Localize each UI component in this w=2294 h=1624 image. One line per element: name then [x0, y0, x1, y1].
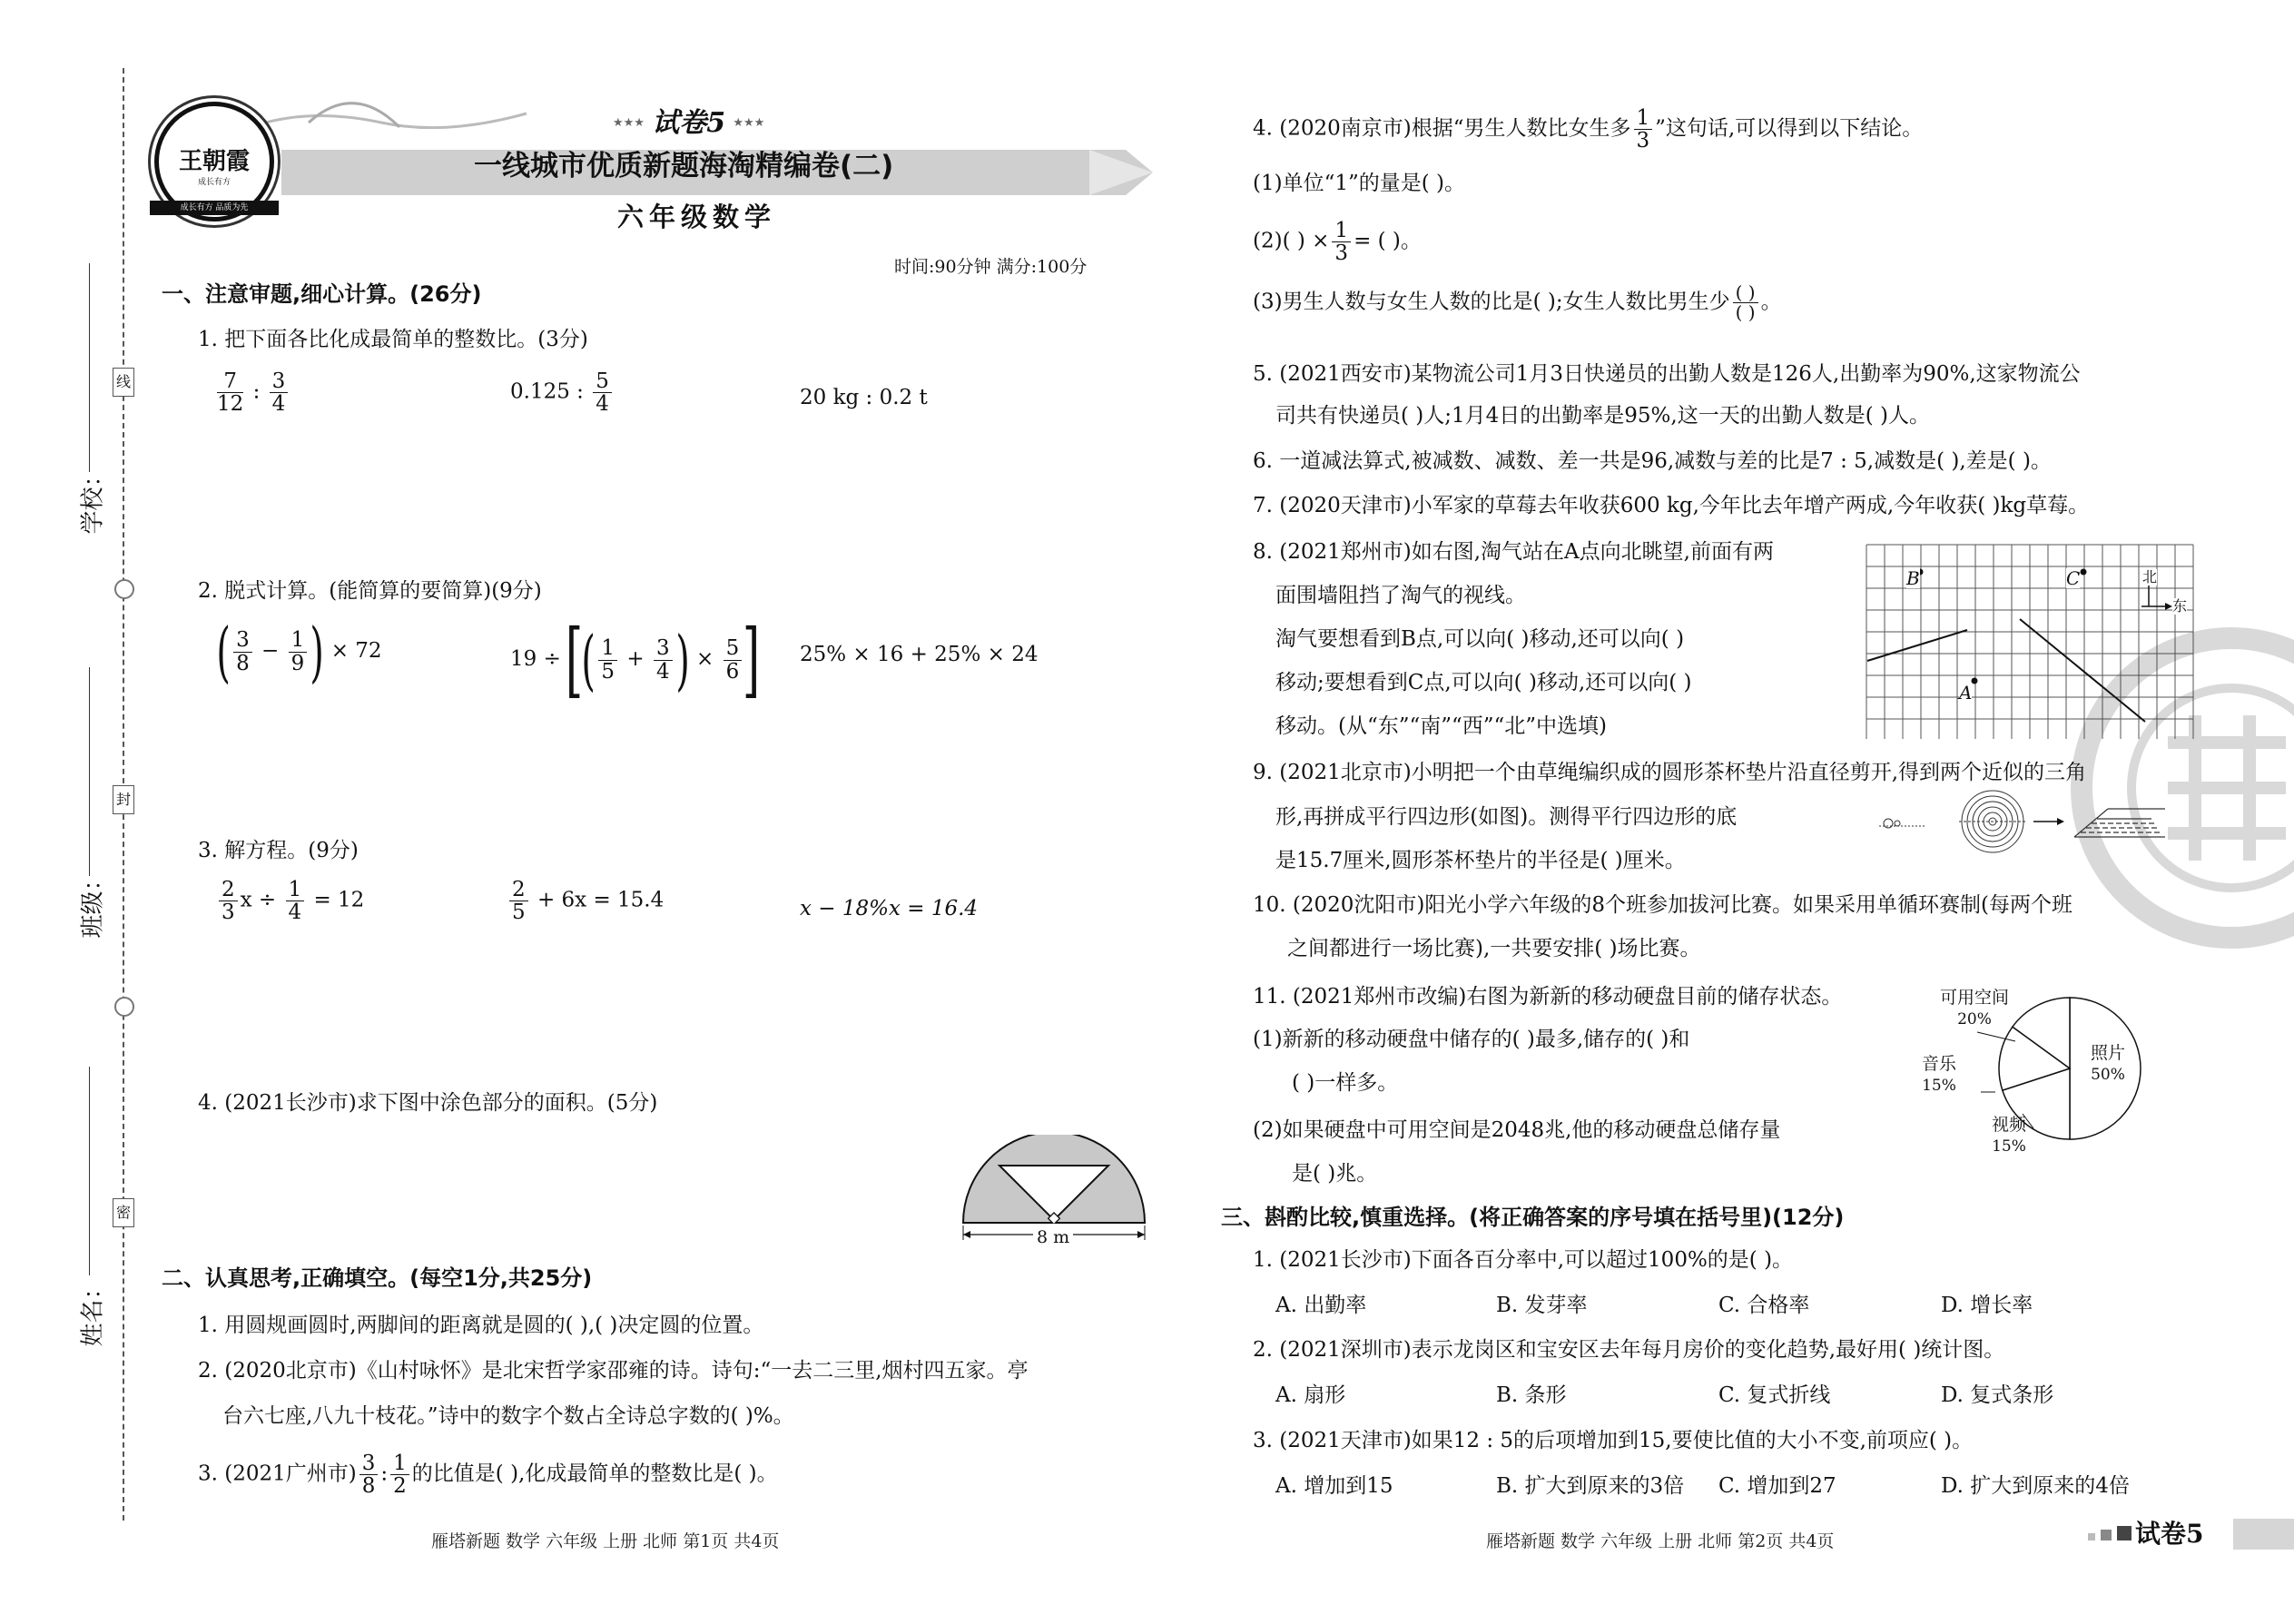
s1-q1-a: $\frac{7}{12}$ : $\frac{3}{4}$ — [214, 370, 290, 415]
s2-q8-line4: 移动;要想看到C点,可以向( )移动,还可以向( ) — [1275, 671, 1692, 694]
s1-q1-c: 20 kg : 0.2 t — [800, 386, 928, 409]
s2-q8-line5: 移动。(从“东”“南”“西”“北”中选填) — [1275, 714, 1608, 738]
seal-box-1: 线 — [113, 368, 134, 397]
brand-logo — [154, 102, 274, 221]
s3-q1-opt-d: D. 增长率 — [1941, 1294, 2033, 1317]
s3-q3-opt-c: C. 增加到27 — [1718, 1474, 1836, 1498]
pie-label-photo — [2091, 1042, 2125, 1086]
s2-q9-line2: 形,再拼成平行四边形(如图)。测得平行四边形的底 — [1275, 805, 1738, 829]
s3-q3-opt-b: B. 扩大到原来的3倍 — [1496, 1474, 1685, 1498]
s2-q8-line1: 8. (2021郑州市)如右图,淘气站在A点向北眺望,前面有两 — [1253, 540, 1774, 564]
s1-q1: 1. 把下面各比化成最简单的整数比。(3分) — [198, 328, 588, 351]
name-label: 姓名： — [79, 1275, 107, 1347]
time-info: 时间:90分钟 满分:100分 — [894, 257, 1088, 277]
grid-point-C: C — [2066, 567, 2081, 589]
school-line — [89, 263, 90, 472]
decor-circle-2 — [114, 997, 134, 1017]
s2-q4: 4. (2020南京市)根据“男生人数比女生多 $\frac{1}{3}$ ”这句话,可以得到以下结论。 — [1253, 106, 1924, 153]
footer-tag-bar — [2233, 1519, 2294, 1550]
s2-q6: 6. 一道减法算式,被减数、减数、差一共是96,减数与差的比是7 : 5,减数是( ),差是( )。 — [1253, 449, 2052, 473]
s1-q4: 4. (2021长沙市)求下图中涂色部分的面积。(5分) — [198, 1091, 658, 1115]
s2-q11-line4: (2)如果硬盘中可用空间是2048兆,他的移动硬盘总储存量 — [1253, 1118, 1781, 1142]
s3-q1: 1. (2021长沙市)下面各百分率中,可以超过100%的是( )。 — [1253, 1248, 1794, 1272]
pie-label-free — [1940, 987, 2009, 1030]
s1-q3: 3. 解方程。(9分) — [198, 839, 359, 862]
s2-q9-line1: 9. (2021北京市)小明把一个由草绳编织成的圆形茶杯垫片沿直径剪开,得到两个近似的三角 — [1253, 761, 2087, 784]
s3-q2-opt-b: B. 条形 — [1496, 1383, 1567, 1407]
stars-right: ★★★ — [733, 116, 765, 130]
paper-title: 一线城市优质新题海淘精编卷(二) — [474, 150, 894, 182]
s3-q2-opt-c: C. 复式折线 — [1718, 1383, 1831, 1407]
seal-box-2: 封 — [113, 785, 134, 814]
pie-label-video-value: 15% — [1992, 1137, 2026, 1156]
s2-q11-line1: 11. (2021郑州市改编)右图为新新的移动硬盘目前的储存状态。 — [1253, 985, 1843, 1009]
s2-q8-line3: 淘气要想看到B点,可以向( )移动,还可以向( ) — [1275, 627, 1685, 651]
s2-q5-line2: 司共有快递员( )人;1月4日的出勤率是95%,这一天的出勤人数是( )人。 — [1275, 404, 1930, 428]
class-line — [89, 667, 90, 876]
compass-north: 北 — [2142, 568, 2158, 586]
class-label: 班级： — [79, 867, 107, 939]
pie-label-free-name: 可用空间 — [1940, 988, 2010, 1008]
s1-title: 一、注意审题,细心计算。(26分) — [162, 281, 482, 307]
paper-subject: 六年级数学 — [617, 202, 777, 232]
brand-name: 王朝霞 — [178, 148, 250, 175]
s2-q10-line2: 之间都进行一场比赛),一共要安排( )场比赛。 — [1287, 937, 1701, 960]
s1-q2-c: 25% × 16 + 25% × 24 — [800, 643, 1039, 666]
s1-q2: 2. 脱式计算。(能简算的要简算)(9分) — [198, 579, 542, 603]
s2-q5-line1: 5. (2021西安市)某物流公司1月3日快递员的出勤人数是126人,出勤率为90%,这家物流公 — [1253, 362, 2081, 386]
s2-q11-line3: ( )一样多。 — [1292, 1071, 1399, 1095]
s2-q7: 7. (2020天津市)小军家的草莓去年收获600 kg,今年比去年增产两成,今年收获( )kg草莓。 — [1253, 494, 2090, 517]
stars-left: ★★★ — [613, 116, 645, 130]
pie-label-music — [1922, 1053, 1956, 1097]
pie-label-music-name: 音乐 — [1922, 1054, 1957, 1074]
s1-q1-b: 0.125 : $\frac{5}{4}$ — [510, 370, 615, 415]
s2-q2-line1: 2. (2020北京市)《山村咏怀》是北宋哲学家邵雍的诗。诗句:“一去二三里,烟村四五家。亭 — [198, 1359, 1029, 1383]
pie-label-video — [1992, 1114, 2026, 1157]
name-line — [89, 1067, 90, 1275]
s2-q11-line5: 是( )兆。 — [1292, 1162, 1378, 1186]
pie-label-free-value: 20% — [1957, 1010, 1992, 1029]
s3-q2-opt-d: D. 复式条形 — [1941, 1383, 2054, 1407]
exam-number-line — [613, 109, 764, 137]
s2-q4-1: (1)单位“1”的量是( )。 — [1253, 172, 1465, 195]
s3-q3: 3. (2021天津市)如果12 : 5的后项增加到15,要使比值的大小不变,前项应( )。 — [1253, 1429, 1974, 1452]
s3-q2: 2. (2021深圳市)表示龙岗区和宝安区去年每月房价的变化趋势,最好用( )统计图。 — [1253, 1338, 2005, 1362]
s2-q10-line1: 10. (2020沈阳市)阳光小学六年级的8个班参加拔河比赛。如果采用单循环赛制(每两个班 — [1253, 893, 2072, 917]
s3-title: 三、斟酌比较,慎重选择。(将正确答案的序号填在括号里)(12分) — [1221, 1205, 1845, 1230]
s2-q9-line3: 是15.7厘米,圆形茶杯垫片的半径是( )厘米。 — [1275, 849, 1686, 872]
compass-east: 东 — [2172, 597, 2188, 615]
s1-q2-a: ( $\frac{3}{8}$ − $\frac{1}{9}$ ) × 72 — [216, 614, 382, 690]
pie-label-photo-name: 照片 — [2091, 1043, 2126, 1063]
exam-label: 试卷5 — [652, 107, 726, 139]
s3-q1-opt-b: B. 发芽率 — [1496, 1294, 1588, 1317]
s1-q3-c: x − 18%x = 16.4 — [800, 897, 979, 920]
s3-q2-opt-a: A. 扇形 — [1275, 1383, 1346, 1407]
footer-tag-squares — [2088, 1526, 2142, 1548]
watermark-seal — [2059, 625, 2294, 951]
s3-q1-opt-a: A. 出勤率 — [1275, 1294, 1367, 1317]
s2-q4-2: (2)( ) × $\frac{1}{3}$ = ( )。 — [1253, 219, 1422, 266]
brand-tagline: 成长有方 — [197, 178, 231, 187]
s1-q3-b: $\frac{2}{5}$ + 6x = 15.4 — [507, 879, 664, 923]
s1-q2-b: 19 ÷ [( $\frac{1}{5}$ + $\frac{3}{4}$ ) × $\frac{5}{6}$ ] — [510, 612, 761, 707]
pie-label-photo-value: 50% — [2091, 1066, 2125, 1084]
footer-right: 雁塔新题 数学 六年级 上册 北师 第2页 共4页 — [1486, 1531, 1835, 1551]
grid-point-A: A — [1959, 682, 1973, 704]
s2-q2-line2: 台六七座,八九十枝花。”诗中的数字个数占全诗总字数的( )%。 — [222, 1404, 794, 1428]
s2-q1: 1. 用圆规画圆时,两脚间的距离就是圆的( ),( )决定圆的位置。 — [198, 1314, 764, 1337]
s2-q8-line2: 面围墙阻挡了淘气的视线。 — [1275, 584, 1526, 607]
s2-q4-3: (3)男生人数与女生人数的比是( );女生人数比男生少 $\frac{( )}{( )}$ 。 — [1253, 281, 1782, 323]
s2-q3: 3. (2021广州市) $\frac{3}{8}$ : $\frac{1}{2}$ 的比值是( ),化成最简单的整数比是( )。 — [198, 1452, 778, 1499]
brand-badge: 成长有方 品质为先 — [150, 201, 279, 215]
semicircle-diameter-label: 8 m — [1033, 1224, 1073, 1251]
s1-q3-a: $\frac{2}{3}$ x ÷ $\frac{1}{4}$ = 12 — [216, 879, 364, 923]
seal-box-3: 密 — [113, 1198, 134, 1227]
pie-label-music-value: 15% — [1922, 1077, 1956, 1095]
s3-q3-opt-a: A. 增加到15 — [1275, 1474, 1393, 1498]
s2-q11-line2: (1)新新的移动硬盘中储存的( )最多,储存的( )和 — [1253, 1028, 1690, 1051]
footer-tag: 试卷5 — [2135, 1519, 2204, 1549]
pie-label-video-name: 视频 — [1992, 1115, 2027, 1135]
decor-circle-1 — [114, 579, 134, 599]
grid-point-B: B — [1906, 567, 1920, 589]
s2-title: 二、认真思考,正确填空。(每空1分,共25分) — [162, 1265, 593, 1291]
school-label: 学校： — [79, 463, 107, 535]
s3-q1-opt-c: C. 合格率 — [1718, 1294, 1810, 1317]
footer-left: 雁塔新题 数学 六年级 上册 北师 第1页 共4页 — [431, 1531, 780, 1551]
s3-q3-opt-d: D. 扩大到原来的4倍 — [1941, 1474, 2130, 1498]
